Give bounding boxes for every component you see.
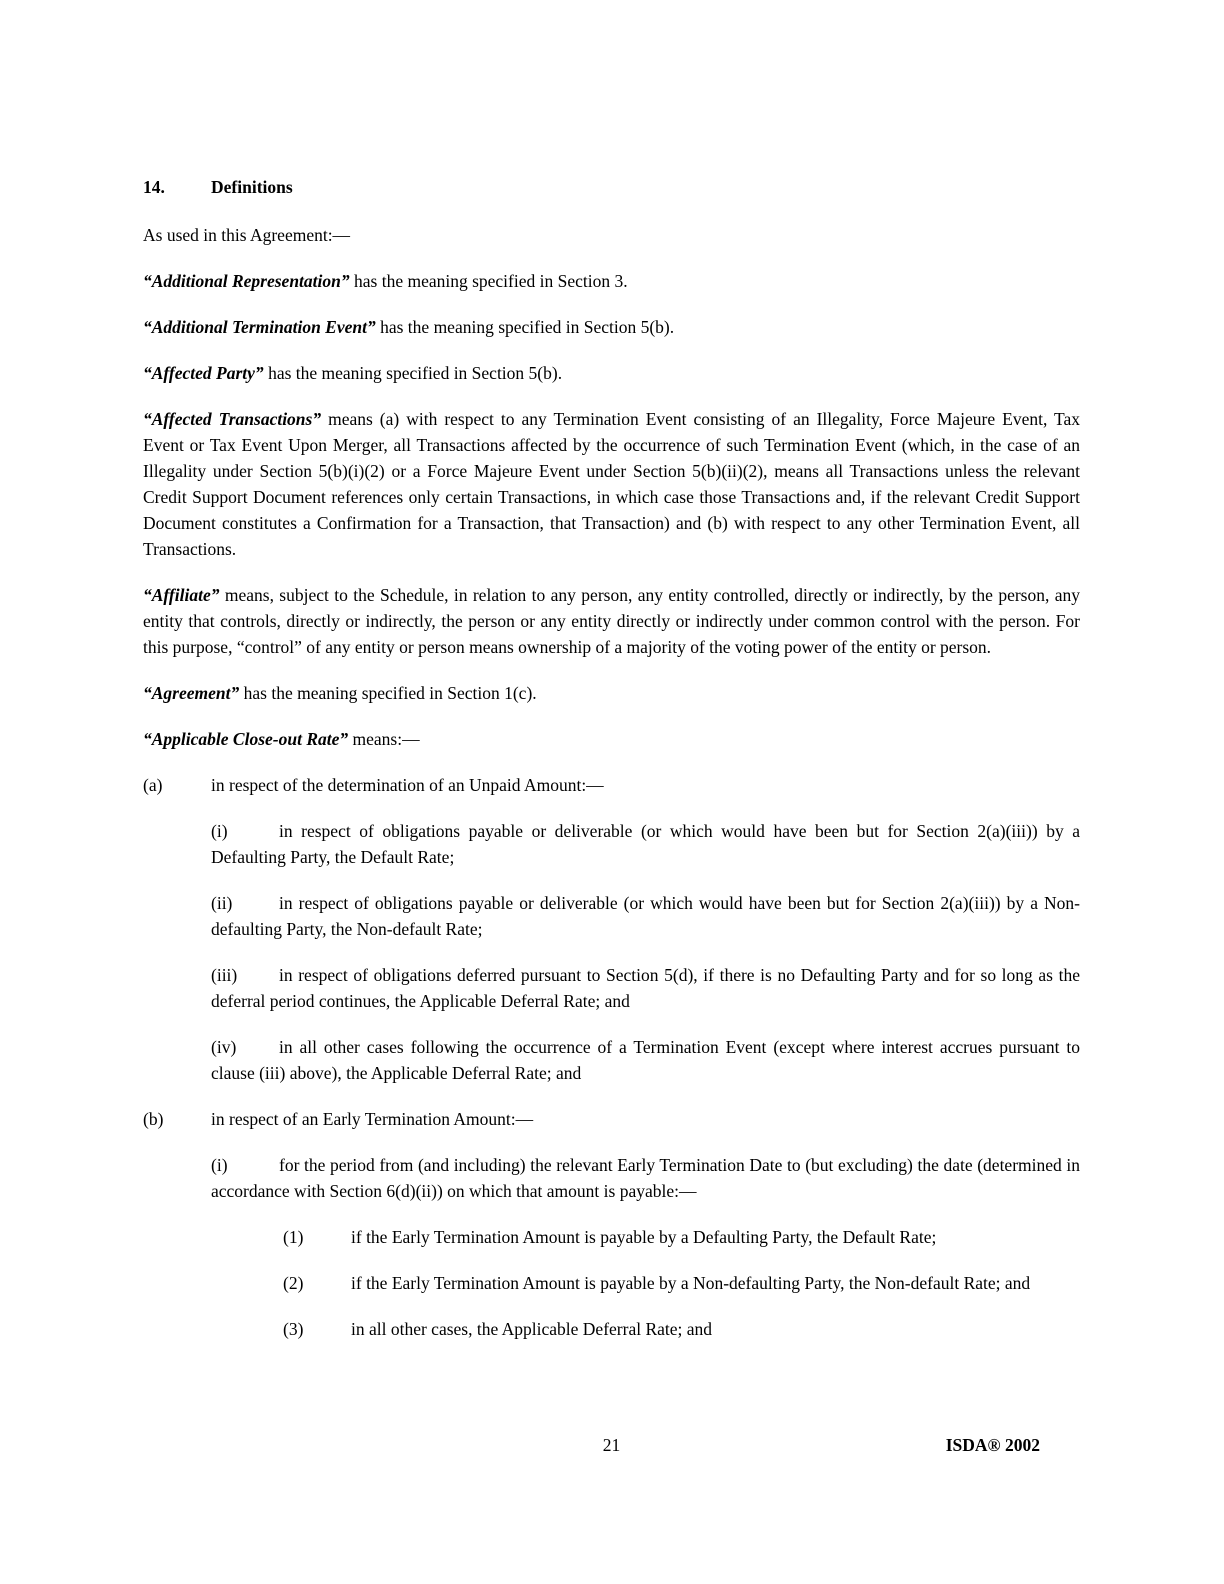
list-item-text: if the Early Termination Amount is payable by a Non-defaulting Party, the Non-default Rate; and bbox=[351, 1273, 1031, 1293]
definition-additional-representation bbox=[143, 268, 1080, 294]
list-item-label: (1) bbox=[283, 1227, 304, 1247]
defined-term: “Affected Transactions” bbox=[143, 409, 322, 429]
list-item-b-i bbox=[211, 1152, 1080, 1204]
definition-affiliate bbox=[143, 582, 1080, 660]
list-item-a-i bbox=[211, 818, 1080, 870]
section-heading bbox=[143, 174, 1080, 200]
definition-additional-termination-event bbox=[143, 314, 1080, 340]
list-item-label: (iii) bbox=[211, 965, 238, 985]
definition-affected-transactions bbox=[143, 406, 1080, 562]
list-item-label: (b) bbox=[143, 1109, 164, 1129]
page-content bbox=[143, 174, 1080, 1362]
page-number: 21 bbox=[602, 1435, 621, 1455]
list-item-label: (2) bbox=[283, 1273, 304, 1293]
list-item-text: for the period from (and including) the relevant Early Termination Date to (but excluding) the date (determined in accordance with Section 6(d)(ii)) on which that amount is payable:— bbox=[211, 1155, 1080, 1201]
list-item-label: (3) bbox=[283, 1319, 304, 1339]
definition-text: means:— bbox=[348, 729, 420, 749]
defined-term: “Additional Termination Event” bbox=[143, 317, 376, 337]
defined-term: “Additional Representation” bbox=[143, 271, 350, 291]
list-item-text: in respect of obligations payable or deliverable (or which would have been but for Section 2(a)(iii)) by a Non-defaulting Party, the Non-default Rate; bbox=[211, 893, 1080, 939]
list-item-a-iii bbox=[211, 962, 1080, 1014]
list-item-text: in respect of obligations payable or deliverable (or which would have been but for Section 2(a)(iii)) by a Defaulting Party, the Default Rate; bbox=[211, 821, 1080, 867]
section-number: 14. bbox=[143, 177, 165, 197]
list-item-label: (ii) bbox=[211, 893, 233, 913]
definition-text: has the meaning specified in Section 5(b). bbox=[263, 363, 563, 383]
list-item-label: (a) bbox=[143, 775, 163, 795]
list-item-text: in respect of obligations deferred pursuant to Section 5(d), if there is no Defaulting Party and for so long as the deferral period continues, the Applicable Deferral Rate; and bbox=[211, 965, 1080, 1011]
definition-applicable-close-out-rate bbox=[143, 726, 1080, 752]
list-item-b bbox=[143, 1106, 1080, 1132]
list-item-label: (i) bbox=[211, 821, 228, 841]
definition-text: has the meaning specified in Section 3. bbox=[349, 271, 628, 291]
list-item-a-iv bbox=[211, 1034, 1080, 1086]
list-item-text: in respect of an Early Termination Amount:— bbox=[211, 1109, 534, 1129]
defined-term: “Affected Party” bbox=[143, 363, 264, 383]
definition-text: has the meaning specified in Section 5(b). bbox=[375, 317, 675, 337]
list-item-label: (iv) bbox=[211, 1037, 237, 1057]
list-item-text: in all other cases, the Applicable Deferral Rate; and bbox=[351, 1319, 713, 1339]
list-item-a-ii bbox=[211, 890, 1080, 942]
intro-paragraph: As used in this Agreement:— bbox=[143, 225, 351, 245]
definition-text: means, subject to the Schedule, in relation to any person, any entity controlled, directly or indirectly, by the person, any entity that controls, directly or indirectly, the person or any entity directly or indirectly under common control with the person. For this purpose, “control” of any entity or person means ownership of a majority of the voting power of the entity or person. bbox=[143, 585, 1080, 657]
page-footer bbox=[143, 1432, 1080, 1458]
definition-text: means (a) with respect to any Termination Event consisting of an Illegality, Force Majeure Event, Tax Event or Tax Event Upon Merger, all Transactions affected by the occurrence of such Termination Event (which, in the case of an Illegality under Section 5(b)(i)(2) or a Force Majeure Event under Section 5(b)(ii)(2), means all Transactions unless the relevant Credit Support Document references only certain Transactions, in which case those Transactions and, if the relevant Credit Support Document constitutes a Confirmation for a Transaction, that Transaction) and (b) with respect to any other Termination Event, all Transactions. bbox=[143, 409, 1080, 559]
list-item-b-i-1 bbox=[283, 1224, 1080, 1250]
list-item-label: (i) bbox=[211, 1155, 228, 1175]
list-item-b-i-2 bbox=[283, 1270, 1080, 1296]
definition-affected-party bbox=[143, 360, 1080, 386]
defined-term: “Agreement” bbox=[143, 683, 240, 703]
definition-agreement bbox=[143, 680, 1080, 706]
list-item-text: in respect of the determination of an Unpaid Amount:— bbox=[211, 775, 604, 795]
list-item-text: in all other cases following the occurrence of a Termination Event (except where interest accrues pursuant to clause (iii) above), the Applicable Deferral Rate; and bbox=[211, 1037, 1080, 1083]
footer-brand: ISDA® 2002 bbox=[945, 1435, 1040, 1455]
section-title: Definitions bbox=[211, 177, 293, 197]
list-item-text: if the Early Termination Amount is payable by a Defaulting Party, the Default Rate; bbox=[351, 1227, 937, 1247]
list-item-a bbox=[143, 772, 1080, 798]
defined-term: “Applicable Close-out Rate” bbox=[143, 729, 349, 749]
defined-term: “Affiliate” bbox=[143, 585, 220, 605]
list-item-b-i-3 bbox=[283, 1316, 1080, 1342]
definition-text: has the meaning specified in Section 1(c). bbox=[239, 683, 537, 703]
